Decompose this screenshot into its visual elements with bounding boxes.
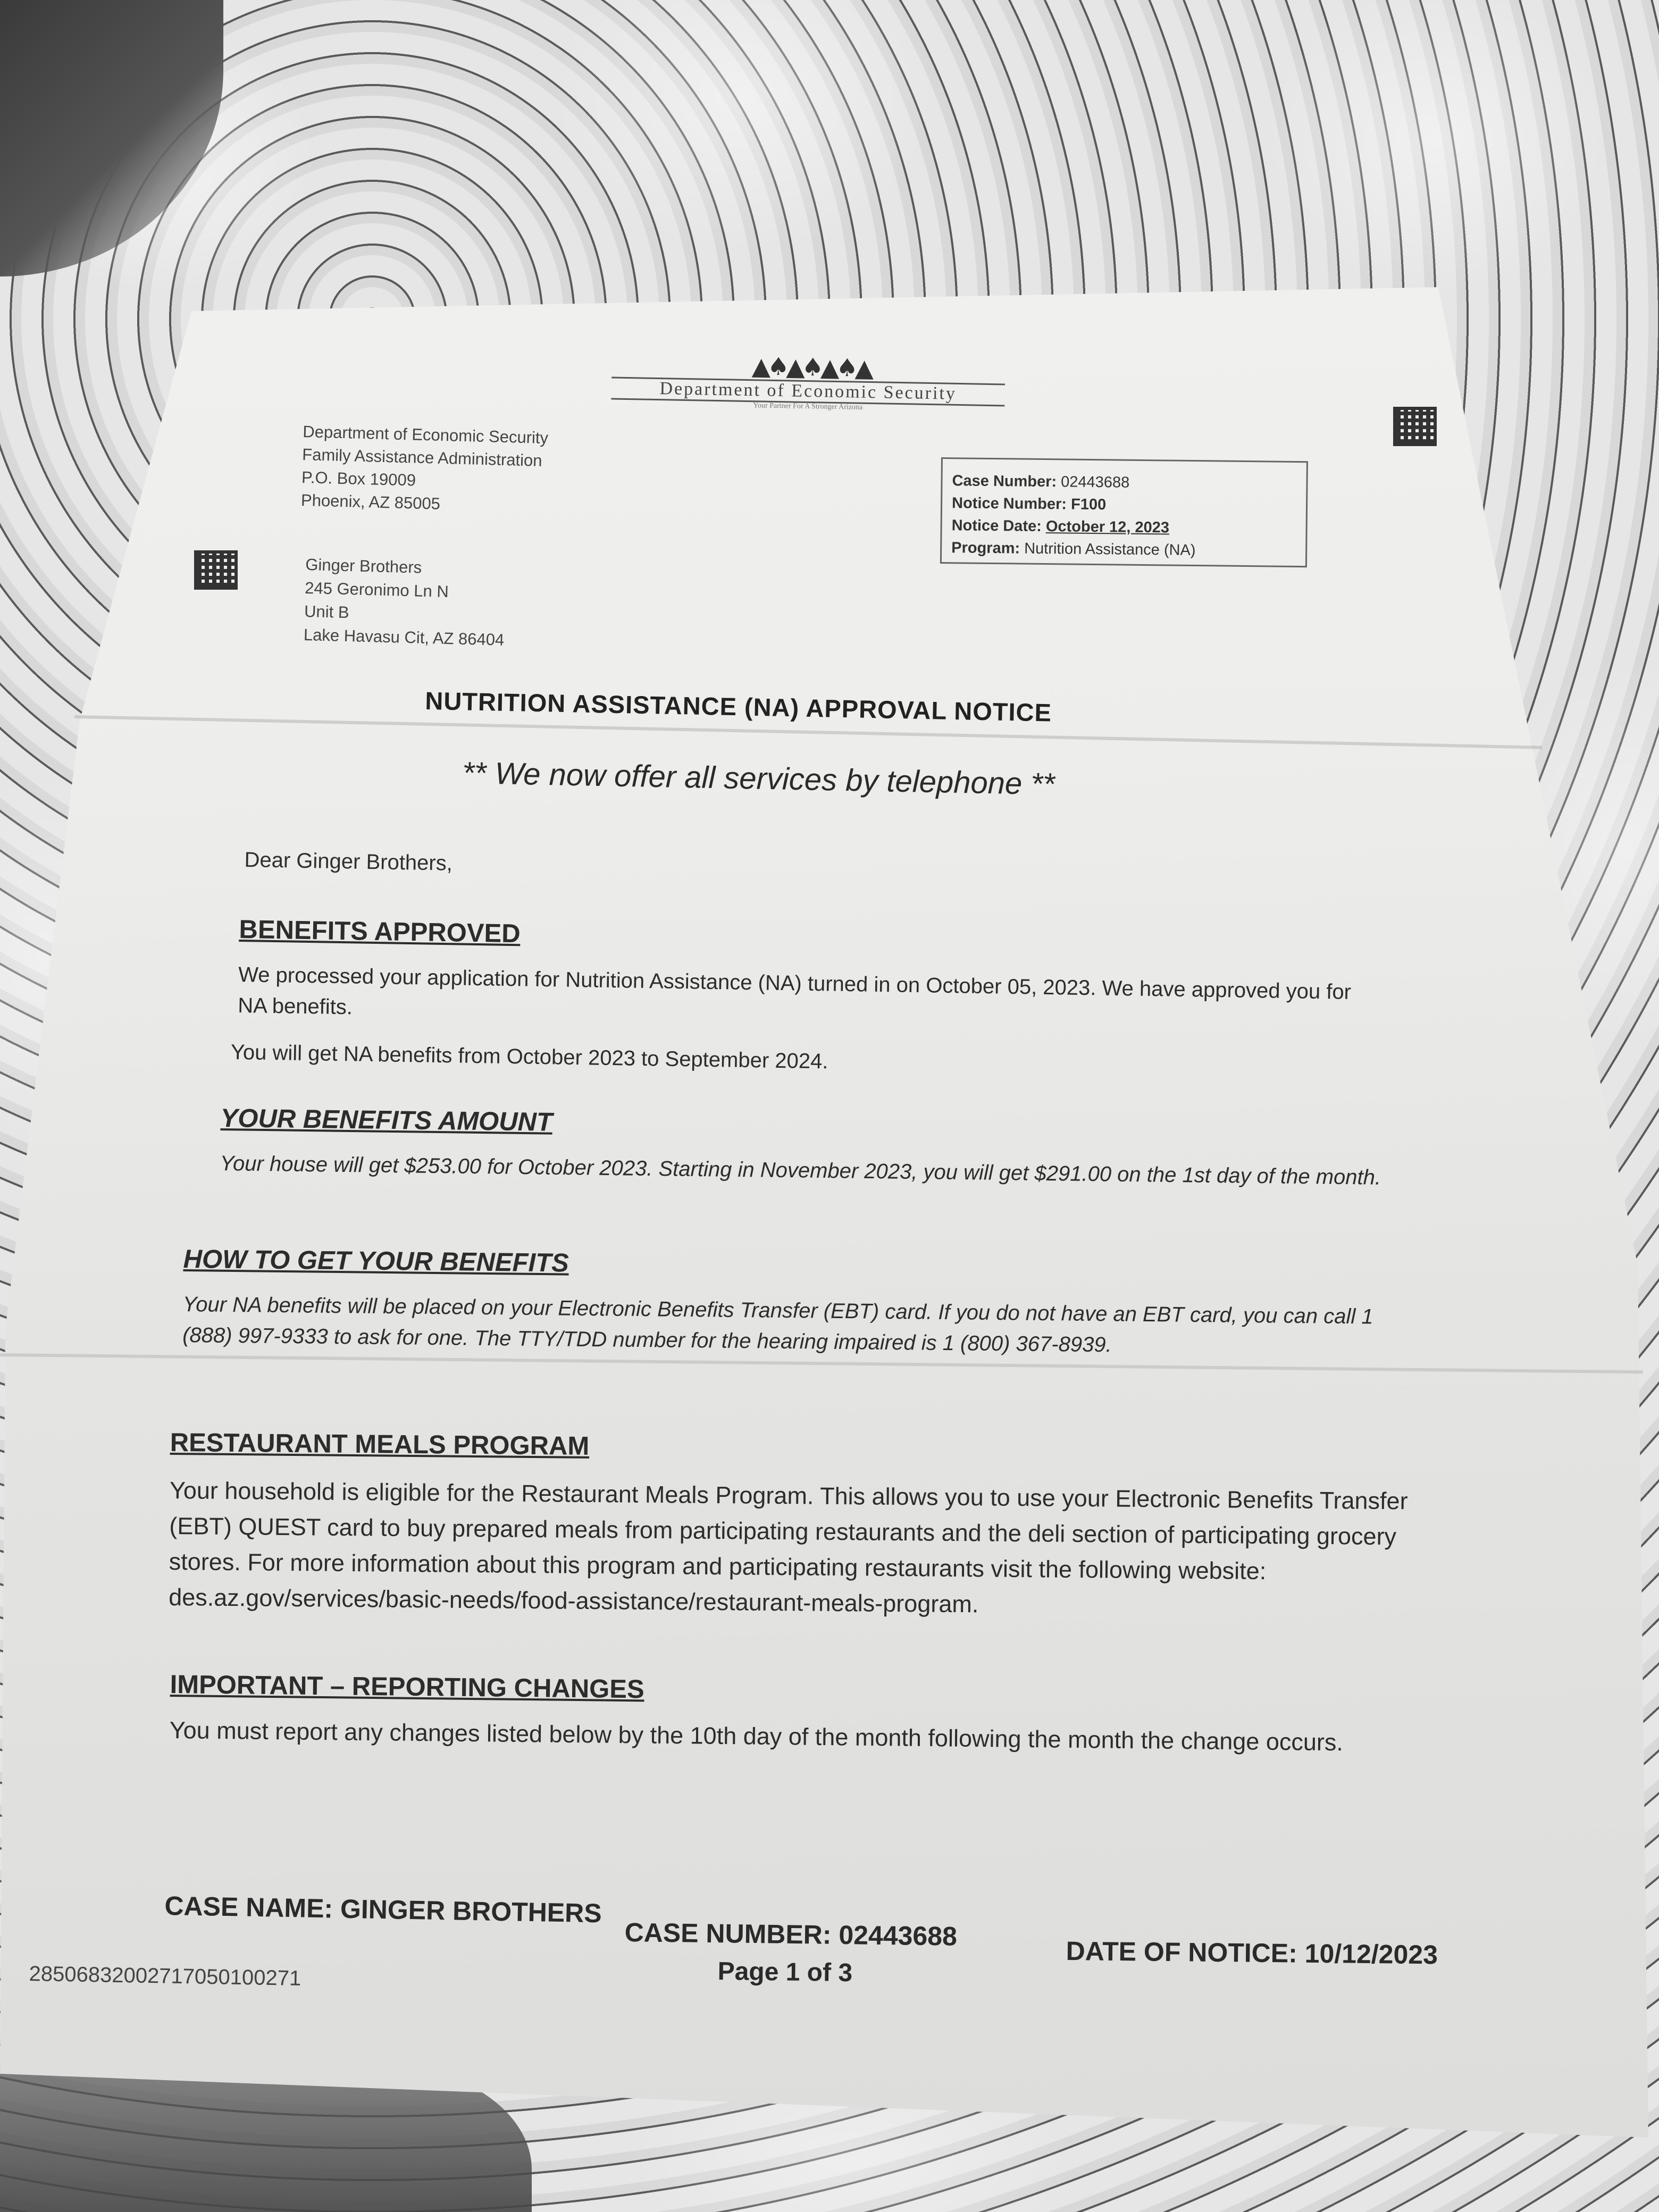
program-label: Program:	[951, 539, 1020, 557]
section-paragraph: Your household is eligible for the Restaurant Meals Program. This allows you to use your Electronic Benefits Transfer (EBT) QUEST card to buy prepared meals from participating restaurants and the deli section of participating grocery stores. For more information about this program and participating restaurants visit the following website: des.az.gov/services/basic-needs/food-assistance/restaurant-meals-program.	[168, 1476, 1408, 1618]
recipient-name: Ginger Brothers	[305, 555, 422, 577]
section-how-to-get-benefits	[182, 1244, 1422, 1379]
case-number-label: Case Number:	[952, 472, 1057, 491]
notice-number-label: Notice Number:	[951, 495, 1067, 513]
section-benefits-amount	[220, 1103, 1385, 1209]
footer-case-number: CASE NUMBER: 02443688	[624, 1917, 958, 1951]
section-heading: YOUR BENEFITS AMOUNT	[220, 1104, 553, 1137]
section-paragraph: You must report any changes listed below by the 10th day of the month following the month the change occurs.	[169, 1716, 1344, 1756]
qr-code-icon	[194, 550, 238, 590]
section-paragraph: We processed your application for Nutrition Assistance (NA) turned in on October 05, 2023. We have approved you for NA benefits.	[237, 962, 1352, 1019]
recipient-street: 245 Geronimo Ln N	[304, 578, 449, 601]
section-paragraph: Your NA benefits will be placed on your Electronic Benefits Transfer (EBT) card. If you do not have an EBT card, you can call 1 (888) 997-9333 to ask for one. The TTY/TDD number for the hearing impaired is 1 (800) 367-8939.	[182, 1292, 1373, 1357]
notice-date-value: October 12, 2023	[1045, 518, 1170, 537]
section-paragraph: You will get NA benefits from October 2023 to September 2024.	[230, 1040, 828, 1074]
logo-text: Department of Economic Security	[659, 379, 957, 404]
section-benefits-approved	[230, 915, 1356, 1101]
recipient-address	[303, 553, 506, 652]
recipient-city: Lake Havasu Cit, AZ 86404	[303, 625, 505, 649]
case-number-row	[952, 470, 1296, 496]
footer-page-number: Page 1 of 3	[717, 1957, 853, 1988]
footer-case-name: CASE NAME: GINGER BROTHERS	[164, 1890, 602, 1929]
case-number-value: 02443688	[1061, 473, 1130, 491]
telephone-services-tagline: ** We now offer all services by telephone **	[462, 755, 1055, 802]
barcode-number: 28506832002717050100271	[29, 1962, 301, 1990]
people-figures-icon: ▲♠▲♠▲♠▲	[751, 351, 871, 383]
notice-title: NUTRITION ASSISTANCE (NA) APPROVAL NOTICE	[424, 686, 1052, 727]
section-reporting-changes	[169, 1670, 1457, 1775]
return-address-line: Family Assistance Administration	[301, 445, 543, 470]
notice-date-label: Notice Date:	[951, 517, 1042, 535]
section-restaurant-meals	[169, 1428, 1436, 1642]
des-logo	[611, 350, 1006, 416]
case-info-box	[940, 457, 1308, 567]
section-heading: BENEFITS APPROVED	[239, 915, 521, 949]
logo-tagline: Your Partner For A Stronger Arizona	[753, 401, 863, 412]
notice-number-row	[952, 492, 1296, 518]
salutation: Dear Ginger Brothers,	[244, 848, 453, 875]
section-paragraph: Your house will get $253.00 for October 2023. Starting in November 2023, you will get $291.00 on the 1st day of the month.	[220, 1151, 1381, 1189]
section-heading: IMPORTANT – REPORTING CHANGES	[170, 1670, 644, 1704]
return-address-line: Phoenix, AZ 85005	[300, 490, 441, 513]
return-address	[300, 420, 548, 518]
footer-date-of-notice: DATE OF NOTICE: 10/12/2023	[1066, 1936, 1438, 1970]
section-heading: HOW TO GET YOUR BENEFITS	[183, 1245, 569, 1278]
return-address-line: P.O. Box 19009	[301, 467, 416, 490]
program-value: Nutrition Assistance (NA)	[1024, 540, 1196, 559]
section-heading: RESTAURANT MEALS PROGRAM	[170, 1428, 590, 1461]
program-row	[951, 537, 1296, 563]
qr-code-icon	[1393, 407, 1437, 446]
notice-number-value: F100	[1070, 496, 1107, 514]
recipient-unit: Unit B	[304, 601, 349, 622]
notice-date-row	[951, 514, 1296, 540]
return-address-line: Department of Economic Security	[302, 422, 549, 448]
